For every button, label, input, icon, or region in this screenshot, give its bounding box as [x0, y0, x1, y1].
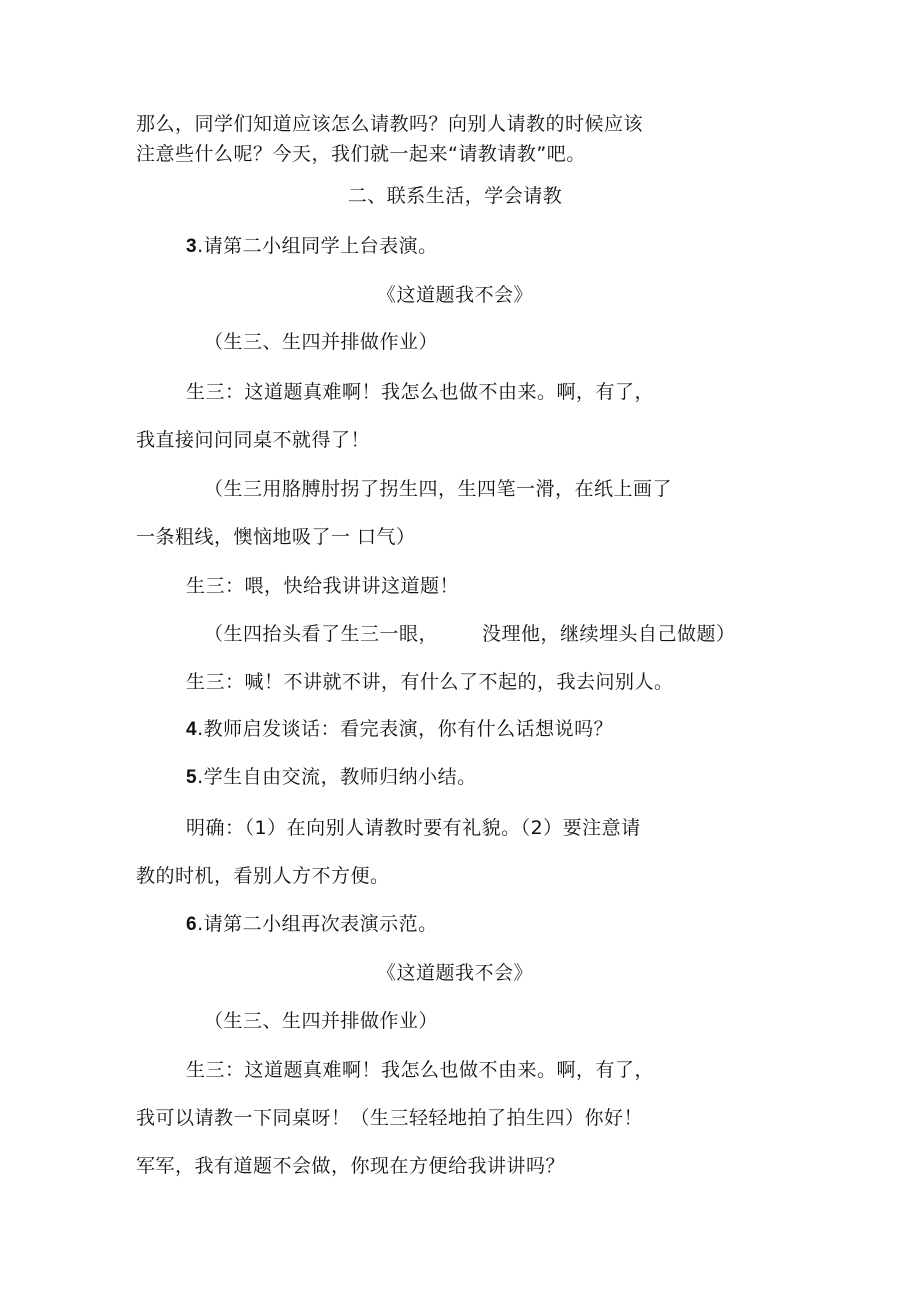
skit-1-title: 《这道题我不会》 — [376, 284, 533, 306]
intro-line-2: 注意些什么呢？今天，我们就一起来“请教请教”吧。 — [136, 143, 586, 165]
item-3 — [186, 233, 438, 260]
summary-line-2: 教的时机，看别人方不方便。 — [136, 865, 390, 887]
skit-1-action-1b: 一条粗线，懊恼地吸了一 口气） — [136, 526, 416, 548]
item-4-text: .教师启发谈话：看完表演，你有什么话想说吗？ — [197, 718, 614, 740]
intro-line-1: 那么，同学们知道应该怎么请教吗？向别人请教的时候应该 — [136, 113, 644, 135]
item-4-number: 4 — [186, 719, 198, 740]
skit-1-action-2b: 没理他，继续埋头自己做题） — [482, 623, 736, 645]
item-6-number: 6 — [186, 914, 198, 935]
item-5-number: 5 — [186, 767, 198, 788]
skit-2-line-1a: 生三：这道题真难啊！我怎么也做不由来。啊，有了， — [186, 1059, 655, 1081]
item-6 — [186, 911, 438, 938]
skit-1-setting: （生三、生四并排做作业） — [204, 331, 439, 353]
skit-1-line-2: 生三：喂，快给我讲讲这道题！ — [186, 575, 460, 597]
skit-1-action-1a: （生三用胳膊肘拐了拐生四，生四笔一滑，在纸上画了 — [204, 478, 673, 500]
item-3-number: 3 — [186, 236, 198, 257]
skit-1-action-2 — [204, 621, 736, 647]
item-3-text: .请第二小组同学上台表演。 — [197, 235, 438, 257]
skit-1-line-3: 生三：喊！不讲就不讲，有什么了不起的，我去问别人。 — [186, 671, 674, 693]
item-4 — [186, 716, 613, 743]
skit-2-line-1c: 军军，我有道题不会做，你现在方便给我讲讲吗？ — [136, 1155, 566, 1177]
skit-1-line-1b: 我直接问问同桌不就得了！ — [136, 429, 371, 451]
summary-line-1: 明确：（1）在向别人请教时要有礼貌。（2）要注意请 — [186, 817, 641, 839]
item-5-text: .学生自由交流，教师归纳小结。 — [197, 766, 477, 788]
skit-2-setting: （生三、生四并排做作业） — [204, 1010, 439, 1032]
skit-1-action-2a: （生四抬头看了生三一眼， — [204, 623, 439, 645]
skit-2-line-1b: 我可以请教一下同桌呀！（生三轻轻地拍了拍生四）你好！ — [136, 1107, 644, 1129]
section-heading: 二、联系生活，学会请教 — [347, 185, 563, 207]
item-6-text: .请第二小组再次表演示范。 — [197, 913, 438, 935]
skit-1-line-1a: 生三：这道题真难啊！我怎么也做不由来。啊，有了， — [186, 381, 655, 403]
item-5 — [186, 764, 477, 791]
skit-2-title: 《这道题我不会》 — [376, 962, 533, 984]
